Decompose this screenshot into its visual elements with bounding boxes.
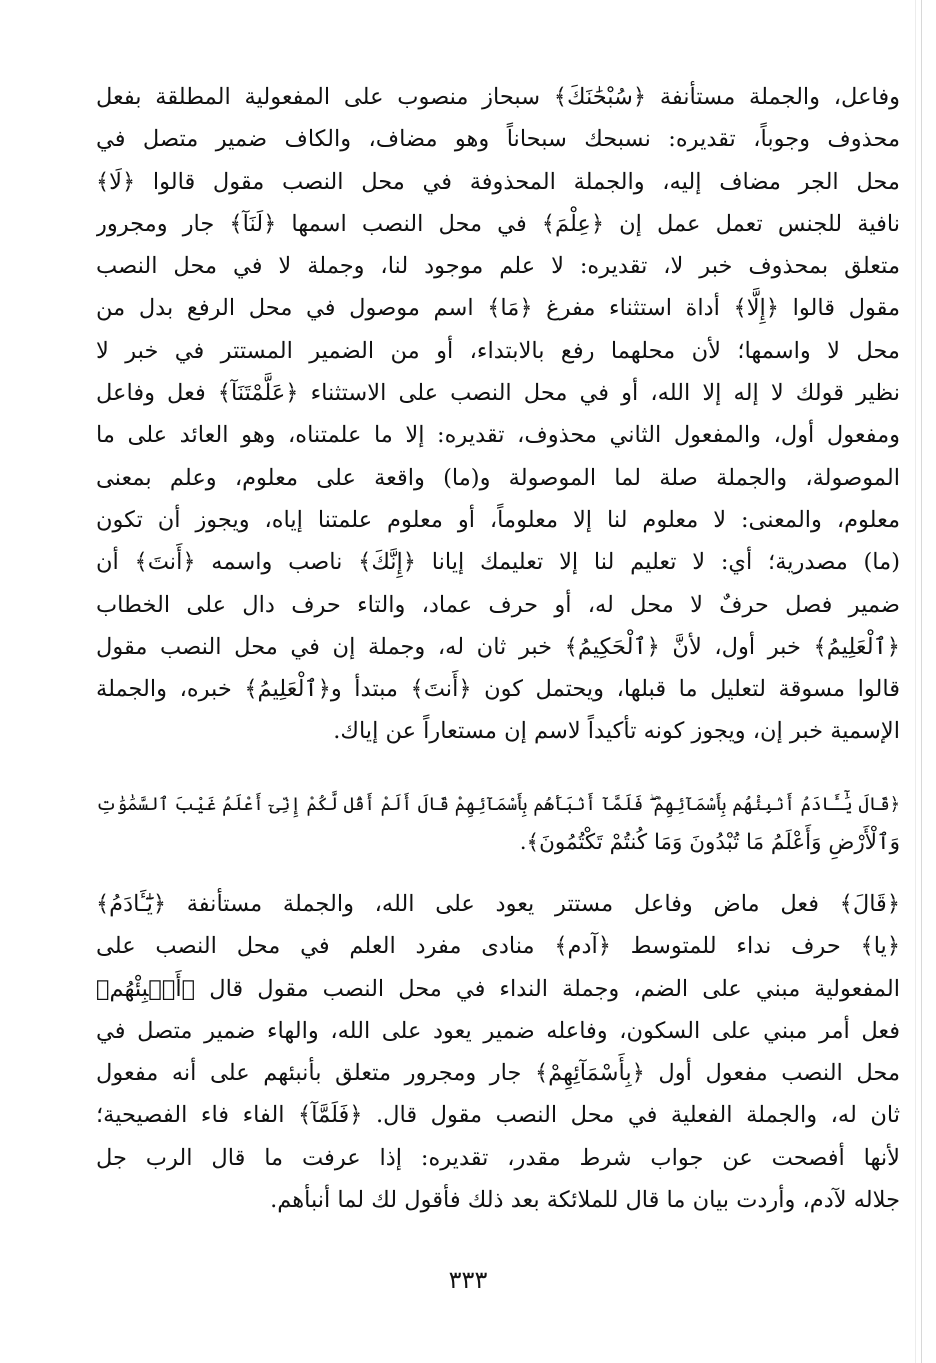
paragraph-1 (96, 76, 900, 753)
text-line: فعل أمر مبني على السكون، وفاعله ضمير يعود على الله، والهاء ضمير متصل في (96, 1017, 900, 1044)
text-line-last: جلاله لآدم، وأردت بيان ما قال للملائكة بعد ذلك فأقول لك لما أنبأهم. (270, 1187, 900, 1214)
text-line: مقول قالوا ﴿إِلَّا﴾ أداة استثناء مفرغ ﴿مَا﴾ اسم موصول في محل الرفع بدل من (96, 295, 900, 322)
text-line: محل النصب مفعول أول ﴿بِأَسْمَآئِهِمْ﴾ جار ومجرور متعلق بأنبئهم على أنه مفعول (96, 1060, 900, 1087)
text-line: ﴿قَالَ﴾ فعل ماض وفاعل مستتر يعود على الله، والجملة مستأنفة ﴿يَٰٓـَٔادَمُ﴾ (96, 891, 900, 917)
text-line: محذوف وجوباً، تقديره: نسبحك سبحاناً وهو مضاف، والكاف ضمير متصل في (96, 126, 900, 153)
page-edge-shadow (915, 0, 916, 1363)
text-line: قالوا مسوقة لتعليل ما قبلها، ويحتمل كون ﴿أَنتَ﴾ مبتدأ و﴿ٱلْعَلِيمُ﴾ خبره، والجملة (96, 676, 900, 703)
text-line: معلوم، والمعنى: لا معلوم لنا إلا معلوماً، أو معلوم علمتنا إياه، ويجوز أن تكون (96, 506, 900, 533)
text-line: نظير قولك لا إله إلا الله، أو في محل النصب على الاستثناء ﴿عَلَّمْتَنَآ﴾ فعل وفاعل (96, 380, 900, 407)
text-line: متعلق بمحذوف خبر لا، تقديره: لا علم موجود لنا، وجملة لا في محل النصب (96, 253, 900, 280)
text-line: ثان له، والجملة الفعلية في محل النصب مقول قال. ﴿فَلَمَّآ﴾ الفاء فاء الفصيحية؛ (96, 1102, 900, 1129)
verse-line: ﴿قَالَ يَٰٓـَٔادَمُ أَنۢبِئْهُم بِأَسْمَآئِهِمْ ۖ فَلَمَّآ أَنۢبَأَهُم بِأَسْمَآئِهِمْ قَالَ أَلَمْ أَقُل لَّكُمْ إِنِّىٓ أَعْلَمُ غَيْبَ ٱلسَّمَٰوَٰتِ (96, 795, 900, 815)
text-line: ﴿ٱلْعَلِيمُ﴾ خبر أول، لأنَّ ﴿ٱلْحَكِيمُ﴾ خبر ثان له، وجملة إن في محل النصب مقول (96, 633, 900, 660)
text-line: ﴿يا﴾ حرف نداء للمتوسط ﴿آدم﴾ منادى مفرد العلم في محل النصب على (96, 933, 900, 960)
text-line: محل لا واسمها؛ لأن محلهما رفع بالابتداء، أو من الضمير المستتر في خبر لا (96, 337, 900, 364)
text-line: ضمير فصل حرفٌ لا محل له، أو حرف عماد، والتاء حرف دال على الخطاب (96, 591, 900, 618)
text-line: لأنها أفصحت عن جواب شرط مقدر، تقديره: إذا عرفت ما قال الرب جل (96, 1144, 900, 1171)
quran-verse (96, 786, 900, 862)
text-line: وفاعل، والجملة مستأنفة ﴿سُبْحَٰنَكَ﴾ سبحاز منصوب على المفعولية المطلقة بفعل (96, 84, 900, 110)
paragraph-2 (96, 883, 900, 1221)
verse-line-last: وَٱلْأَرْضِ وَأَعْلَمُ مَا تُبْدُونَ وَمَا كُنتُمْ تَكْتُمُونَ﴾. (519, 830, 900, 855)
page-number: ٣٣٣ (448, 1266, 488, 1294)
text-line: محل الجر مضاف إليه، والجملة المحذوفة في محل النصب مقول قالوا ﴿لَا﴾ (96, 168, 900, 195)
text-line: المفعولية مبني على الضم، وجملة النداء في محل النصب مقول قال ﴿أَنۢبِئْهُم﴾ (96, 975, 900, 1002)
text-line: الموصولة، والجملة صلة لما الموصولة و(ما) واقعة على معلوم، وعلم بمعنى (96, 464, 900, 491)
text-line: (ما) مصدرية؛ أي: لا تعليم لنا إلا تعليمك إيانا ﴿إِنَّكَ﴾ ناصب واسمه ﴿أَنتَ﴾ أن (96, 549, 900, 576)
page-edge-line (921, 0, 922, 1363)
text-line-last: الإسمية خبر إن، ويجوز كونه تأكيداً لاسم إن مستعاراً عن إياك. (333, 718, 900, 745)
text-line: نافية للجنس تعمل عمل إن ﴿عِلْمَ﴾ في محل النصب اسمها ﴿لَنَآ﴾ جار ومجرور (96, 210, 900, 237)
text-line: ومفعول أول، والمفعول الثاني محذوف، تقديره: إلا ما علمتناه، وهو العائد على ما (96, 422, 900, 449)
